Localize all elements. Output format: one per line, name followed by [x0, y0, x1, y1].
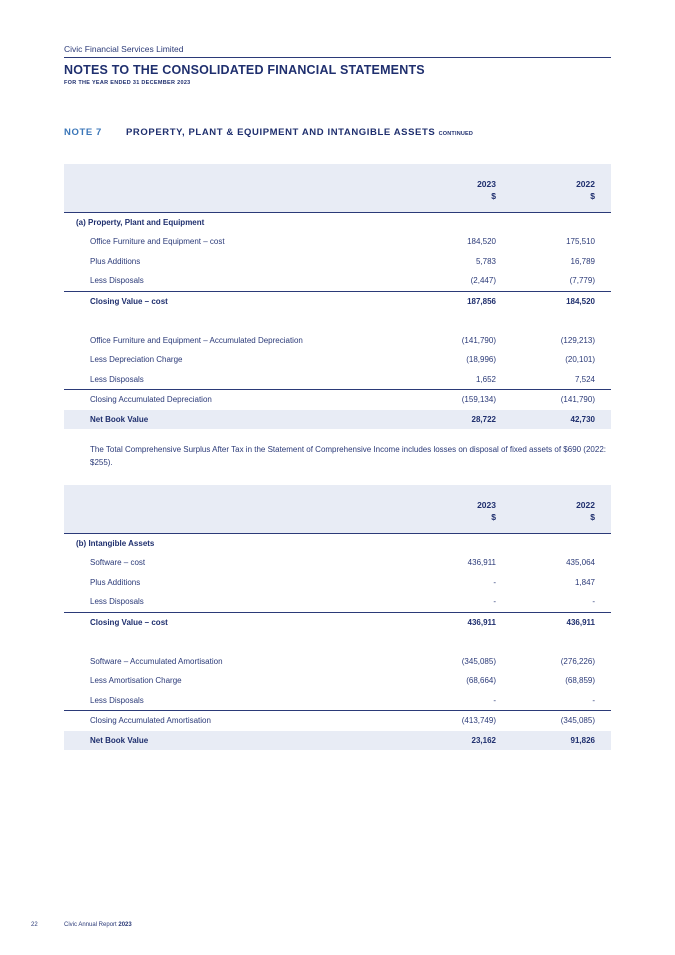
- row-value-2023: (413,749): [461, 716, 496, 726]
- intangibles-year-2022: [515, 499, 595, 523]
- row-value-2022: 42,730: [570, 414, 595, 424]
- row-value-2023: 28,722: [471, 414, 496, 424]
- row-label: Plus Additions: [90, 577, 141, 587]
- intangibles-year-2023-currency: $: [491, 512, 496, 522]
- row-label: Closing Accumulated Amortisation: [90, 716, 211, 726]
- row-value-2023: 436,911: [467, 617, 496, 627]
- table-row: [64, 592, 611, 611]
- table-row: [64, 389, 611, 409]
- row-label: Software – Accumulated Amortisation: [90, 656, 223, 666]
- page-title: NOTES TO THE CONSOLIDATED FINANCIAL STATEMENTS: [64, 63, 425, 77]
- row-value-2023: 5,783: [475, 256, 496, 266]
- intangibles-section-label: (b) Intangible Assets: [76, 539, 155, 548]
- row-label: Net Book Value: [90, 414, 149, 424]
- table-row: [64, 612, 611, 632]
- row-value-2022: -: [592, 597, 595, 607]
- row-value-2022: 7,524: [574, 374, 595, 384]
- intangibles-section-title: [64, 534, 611, 553]
- intangibles-table-header: [64, 485, 611, 534]
- row-value-2022: (20,101): [565, 355, 595, 365]
- table-row: [64, 410, 611, 429]
- row-value-2023: -: [493, 577, 496, 587]
- ppe-table: [64, 164, 611, 429]
- table-row: [64, 291, 611, 311]
- note-title: PROPERTY, PLANT & EQUIPMENT AND INTANGIBLE ASSETS: [126, 127, 436, 138]
- row-value-2023: -: [493, 695, 496, 705]
- row-value-2022: 435,064: [566, 558, 595, 568]
- row-label: Less Amortisation Charge: [90, 676, 182, 686]
- intangibles-year-2023: [416, 499, 496, 523]
- row-value-2023: (159,134): [461, 395, 496, 405]
- row-value-2022: -: [592, 695, 595, 705]
- row-value-2023: (2,447): [470, 276, 496, 286]
- table-row: [64, 573, 611, 592]
- table-row: [64, 271, 611, 290]
- row-value-2023: 1,652: [475, 374, 496, 384]
- footer-report-year: 2023: [118, 922, 132, 928]
- intangibles-year-2022-currency: $: [590, 512, 595, 522]
- note-continued: CONTINUED: [438, 131, 474, 137]
- table-row: [64, 350, 611, 369]
- row-label: Closing Accumulated Depreciation: [90, 395, 212, 405]
- row-label: Less Disposals: [90, 276, 144, 286]
- header-rule: [64, 57, 611, 58]
- row-gap: [64, 311, 611, 331]
- row-label: Office Furniture and Equipment – Accumulated Depreciation: [90, 335, 303, 345]
- row-label: Closing Value – cost: [90, 617, 168, 627]
- note-heading: [64, 127, 473, 138]
- row-value-2023: 23,162: [471, 735, 496, 745]
- intangibles-table: [64, 485, 611, 750]
- row-value-2022: (276,226): [560, 656, 595, 666]
- intangibles-year-2023-label: 2023: [477, 500, 496, 510]
- ppe-table-header: [64, 164, 611, 213]
- table-row: [64, 731, 611, 750]
- table-row: [64, 370, 611, 389]
- row-label: Less Disposals: [90, 695, 144, 705]
- ppe-year-2023-label: 2023: [477, 179, 496, 189]
- row-label: Less Depreciation Charge: [90, 355, 183, 365]
- row-value-2022: (345,085): [560, 716, 595, 726]
- row-label: Less Disposals: [90, 374, 144, 384]
- row-label: Net Book Value: [90, 735, 149, 745]
- ppe-section-label: (a) Property, Plant and Equipment: [76, 218, 205, 227]
- row-label: Plus Additions: [90, 256, 141, 266]
- row-value-2023: 187,856: [467, 296, 496, 306]
- ppe-year-2022: [515, 178, 595, 202]
- company-name: Civic Financial Services Limited: [64, 44, 184, 54]
- ppe-year-2023-currency: $: [491, 191, 496, 201]
- page-number: 22: [31, 922, 38, 928]
- row-value-2023: 184,520: [467, 237, 496, 247]
- row-value-2022: 175,510: [566, 237, 595, 247]
- ppe-year-2022-label: 2022: [576, 179, 595, 189]
- row-value-2023: -: [493, 597, 496, 607]
- page-footer: [31, 922, 132, 928]
- ppe-year-2023: [416, 178, 496, 202]
- disposal-note-paragraph: The Total Comprehensive Surplus After Tax in the Statement of Comprehensive Income includes losses on disposal of fixed assets of $690 (2022: $255).: [90, 445, 606, 467]
- table-row: [64, 691, 611, 710]
- row-value-2023: (345,085): [461, 656, 496, 666]
- row-value-2022: (129,213): [560, 335, 595, 345]
- row-label: Software – cost: [90, 558, 146, 568]
- row-value-2023: (68,664): [466, 676, 496, 686]
- row-gap: [64, 632, 611, 652]
- row-value-2022: (7,779): [569, 276, 595, 286]
- row-value-2022: 184,520: [566, 296, 595, 306]
- intangibles-year-2022-label: 2022: [576, 500, 595, 510]
- ppe-section-title: [64, 213, 611, 232]
- row-value-2022: (68,859): [565, 676, 595, 686]
- footer-report-name: Civic Annual Report: [64, 922, 117, 928]
- row-value-2022: (141,790): [560, 395, 595, 405]
- page-subtitle: FOR THE YEAR ENDED 31 DECEMBER 2023: [64, 80, 191, 86]
- row-value-2022: 436,911: [566, 617, 595, 627]
- row-label: Office Furniture and Equipment – cost: [90, 237, 225, 247]
- row-value-2022: 1,847: [574, 577, 595, 587]
- table-row: [64, 553, 611, 572]
- table-row: [64, 331, 611, 350]
- table-row: [64, 232, 611, 251]
- table-row: [64, 671, 611, 690]
- row-value-2022: 16,789: [570, 256, 595, 266]
- table-row: [64, 710, 611, 730]
- ppe-year-2022-currency: $: [590, 191, 595, 201]
- row-label: Closing Value – cost: [90, 296, 168, 306]
- note-number: NOTE 7: [64, 127, 102, 138]
- row-value-2023: (141,790): [461, 335, 496, 345]
- table-row: [64, 652, 611, 671]
- row-value-2022: 91,826: [570, 735, 595, 745]
- row-value-2023: (18,996): [466, 355, 496, 365]
- row-value-2023: 436,911: [467, 558, 496, 568]
- row-label: Less Disposals: [90, 597, 144, 607]
- table-row: [64, 252, 611, 271]
